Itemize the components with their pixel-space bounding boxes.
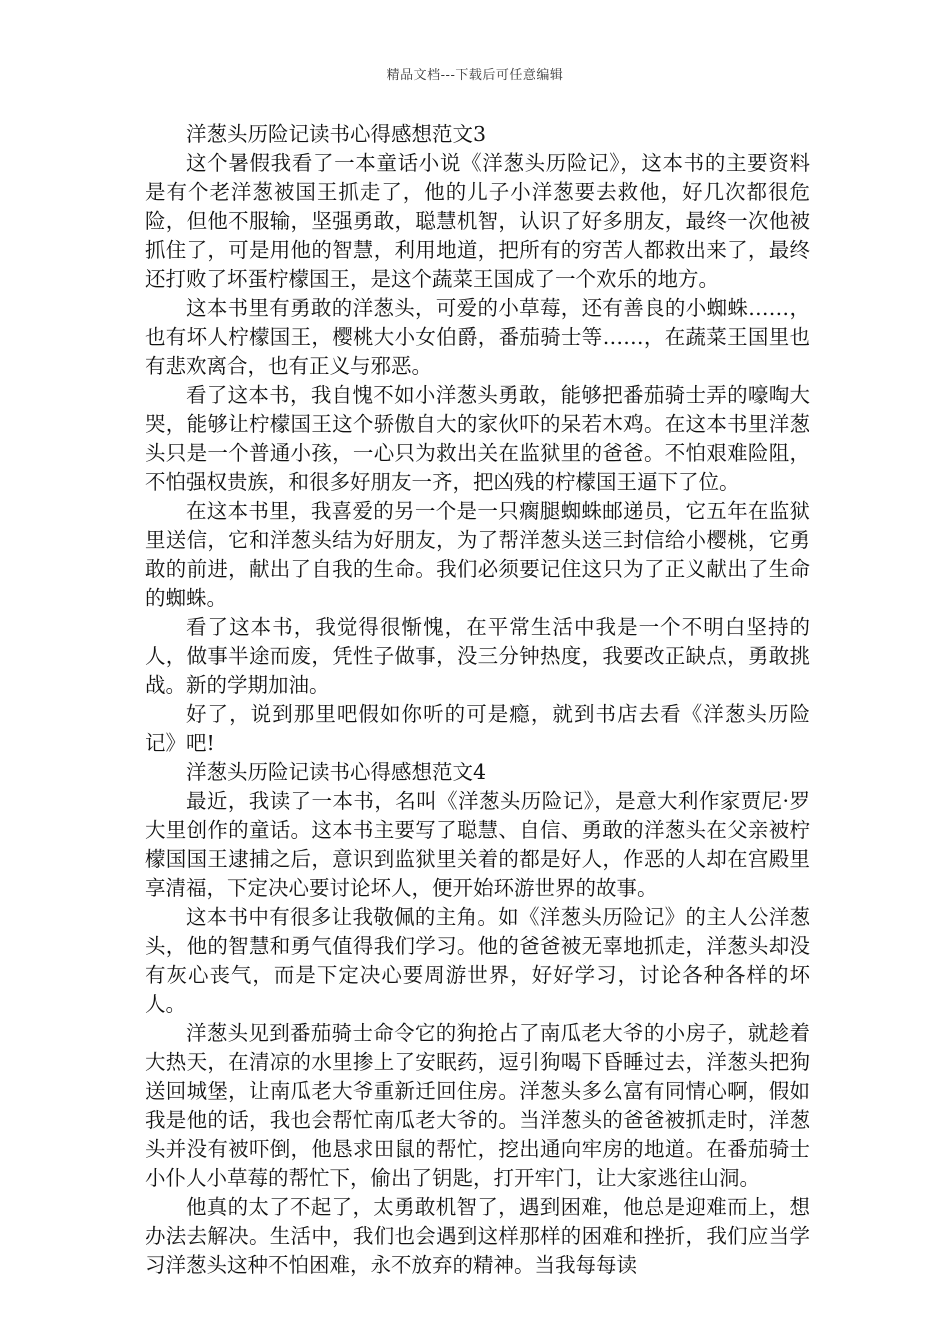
paragraph: 看了这本书，我自愧不如小洋葱头勇敢，能够把番茄骑士弄的嚎啕大哭，能够让柠檬国王这个骄傲自大的家伙吓的呆若木鸡。在这本书里洋葱头只是一个普通小孩，一心只为救出关在监狱里的爸爸。不怕艰难险阻，不怕强权贵族，和很多好朋友一齐，把凶残的柠檬国王逼下了位。	[145, 383, 810, 494]
section-heading-3: 洋葱头历险记读书心得感想范文3	[186, 122, 487, 146]
paragraph: 看了这本书，我觉得很惭愧，在平常生活中我是一个不明白坚持的人，做事半途而废，凭性子做事，没三分钟热度，我要改正缺点，勇敢挑战。新的学期加油。	[145, 615, 810, 697]
section-heading-4: 洋葱头历险记读书心得感想范文4	[186, 760, 487, 784]
paragraph: 这个暑假我看了一本童话小说《洋葱头历险记》，这本书的主要资料是有个老洋葱被国王抓走了，他的儿子小洋葱要去救他，好几次都很危险，但他不服输，坚强勇敢，聪慧机智，认识了好多朋友，最终一次他被抓住了，可是用他的智慧，利用地道，把所有的穷苦人都救出来了，最终还打败了坏蛋柠檬国王，是这个蔬菜王国成了一个欢乐的地方。	[145, 151, 810, 291]
paragraph: 洋葱头见到番茄骑士命令它的狗抢占了南瓜老大爷的小房子，就趁着大热天，在清凉的水里掺上了安眠药，逗引狗喝下昏睡过去，洋葱头把狗送回城堡，让南瓜老大爷重新迁回住房。洋葱头多么富有同情心啊，假如我是他的话，我也会帮忙南瓜老大爷的。当洋葱头的爸爸被抓走时，洋葱头并没有被吓倒，他恳求田鼠的帮忙，挖出通向牢房的地道。在番茄骑士小仆人小草莓的帮忙下，偷出了钥匙，打开牢门，让大家逃往山洞。	[145, 1021, 810, 1190]
page-header: 精品文档---下载后可任意编辑	[386, 68, 564, 83]
paragraph: 他真的太了不起了，太勇敢机智了，遇到困难，他总是迎难而上，想办法去解决。生活中，我们也会遇到这样那样的困难和挫折，我们应当学习洋葱头这种不怕困难，永不放弃的精神。当我每每读	[145, 1195, 810, 1277]
paragraph: 最近，我读了一本书，名叫《洋葱头历险记》，是意大利作家贾尼·罗大里创作的童话。这本书主要写了聪慧、自信、勇敢的洋葱头在父亲被柠檬国国王逮捕之后，意识到监狱里关着的都是好人，作恶的人却在宫殿里享清福，下定决心要讨论坏人，便开始环游世界的故事。	[145, 789, 810, 900]
document-body	[145, 120, 810, 1280]
paragraph: 好了，说到那里吧假如你听的可是瘾，就到书店去看《洋葱头历险记》吧!	[145, 702, 810, 755]
paragraph: 在这本书里，我喜爱的另一个是一只瘸腿蜘蛛邮递员，它五年在监狱里送信，它和洋葱头结为好朋友，为了帮洋葱头送三封信给小樱桃，它勇敢的前进，献出了自我的生命。我们必须要记住这只为了正义献出了生命的蜘蛛。	[145, 499, 810, 610]
paragraph: 这本书中有很多让我敬佩的主角。如《洋葱头历险记》的主人公洋葱头，他的智慧和勇气值得我们学习。他的爸爸被无辜地抓走，洋葱头却没有灰心丧气，而是下定决心要周游世界，好好学习，讨论各种各样的坏人。	[145, 905, 810, 1016]
paragraph: 这本书里有勇敢的洋葱头，可爱的小草莓，还有善良的小蜘蛛……，也有坏人柠檬国王，樱桃大小女伯爵，番茄骑士等……，在蔬菜王国里也有悲欢离合，也有正义与邪恶。	[145, 296, 810, 378]
